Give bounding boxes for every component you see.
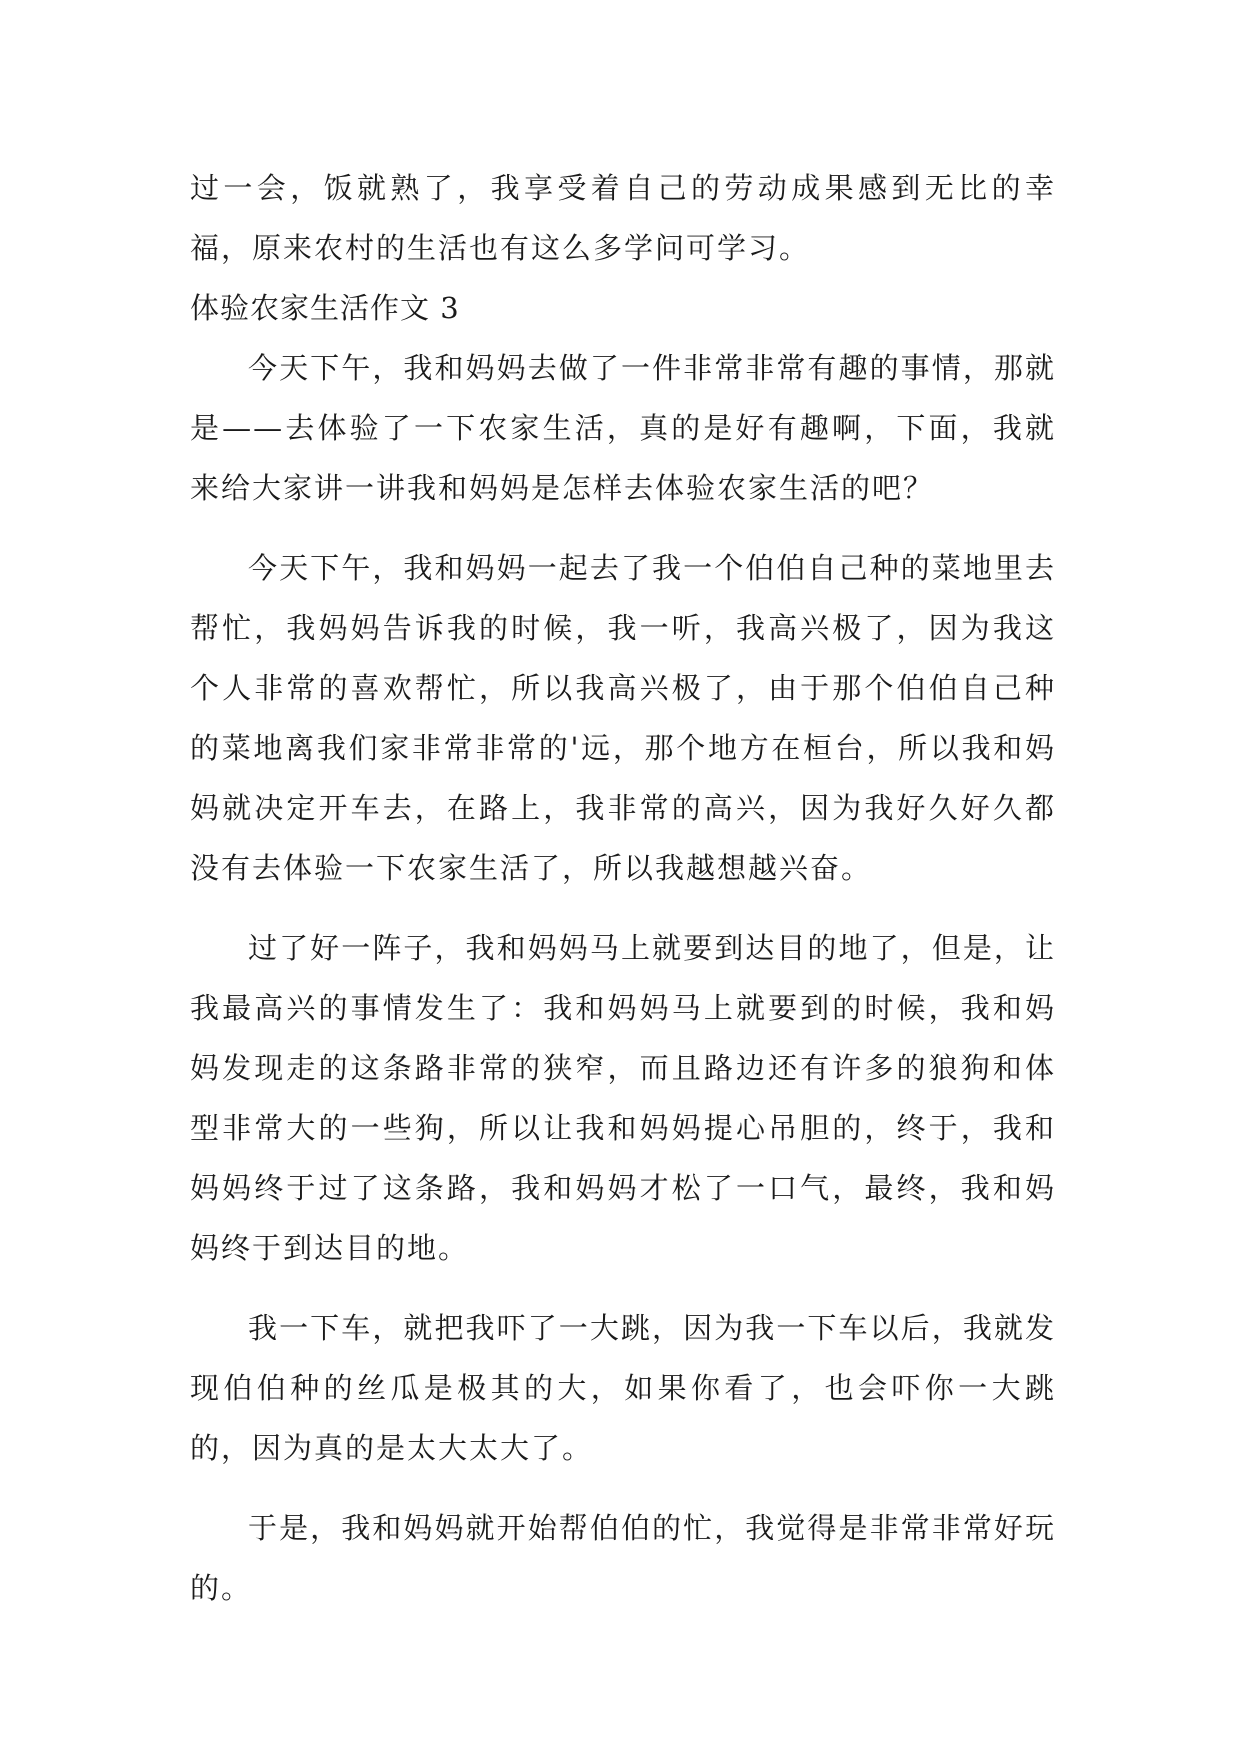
- section-title: 体验农家生活作文 3: [190, 291, 460, 325]
- paragraph: 我一下车，就把我吓了一大跳，因为我一下车以后，我就发现伯伯种的丝瓜是极其的大，如果你看了，也会吓你一大跳的，因为真的是太大太大了。: [190, 1311, 1056, 1465]
- document-body: [190, 158, 1056, 1618]
- paragraph: 于是，我和妈妈就开始帮伯伯的忙，我觉得是非常非常好玩的。: [190, 1511, 1056, 1605]
- paragraph-continuation: 过一会，饭就熟了，我享受着自己的劳动成果感到无比的幸福，原来农村的生活也有这么多学问可学习。: [190, 171, 1056, 265]
- paragraph: 今天下午，我和妈妈一起去了我一个伯伯自己种的菜地里去帮忙，我妈妈告诉我的时候，我一听，我高兴极了，因为我这个人非常的喜欢帮忙，所以我高兴极了，由于那个伯伯自己种的菜地离我们家非常非常的'远，那个地方在桓台，所以我和妈妈就决定开车去，在路上，我非常的高兴，因为我好久好久都没有去体验一下农家生活了，所以我越想越兴奋。: [190, 551, 1056, 885]
- paragraph: 过了好一阵子，我和妈妈马上就要到达目的地了，但是，让我最高兴的事情发生了：我和妈妈马上就要到的时候，我和妈妈发现走的这条路非常的狭窄，而且路边还有许多的狼狗和体型非常大的一些狗，所以让我和妈妈提心吊胆的，终于，我和妈妈终于过了这条路，我和妈妈才松了一口气，最终，我和妈妈终于到达目的地。: [190, 931, 1056, 1265]
- paragraph: 今天下午，我和妈妈去做了一件非常非常有趣的事情，那就是——去体验了一下农家生活，真的是好有趣啊，下面，我就来给大家讲一讲我和妈妈是怎样去体验农家生活的吧？: [190, 351, 1056, 505]
